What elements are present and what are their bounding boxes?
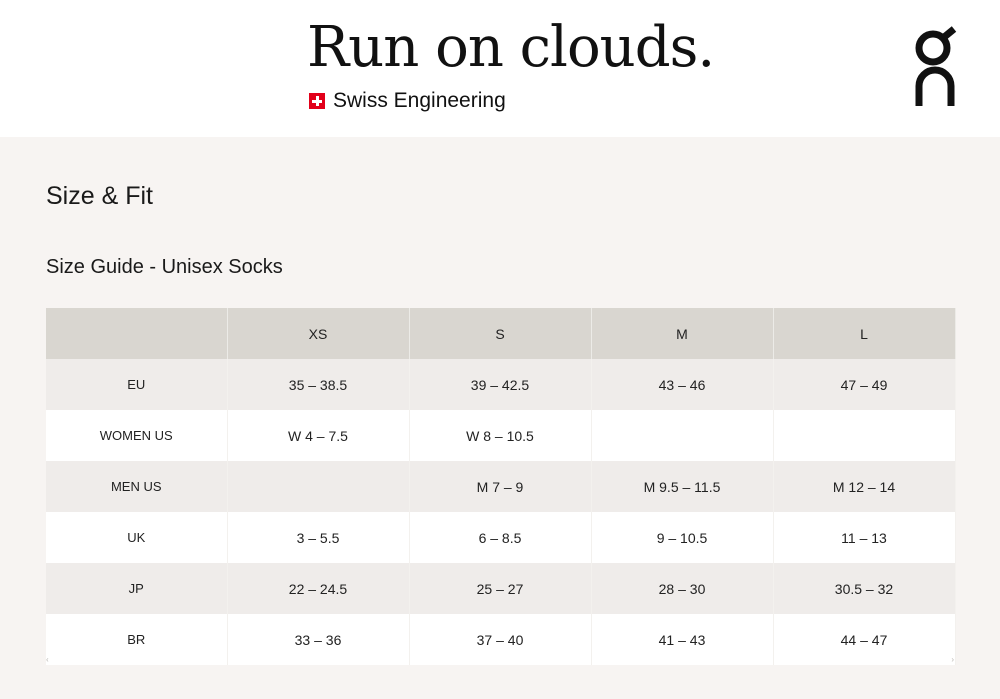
table-cell	[591, 410, 773, 461]
page-title: Size & Fit	[46, 182, 153, 210]
table-cell: 33 – 36	[227, 614, 409, 665]
size-guide-title: Size Guide - Unisex Socks	[46, 256, 283, 278]
table-cell: 43 – 46	[591, 359, 773, 410]
table-cell: W 8 – 10.5	[409, 410, 591, 461]
table-cell: 41 – 43	[591, 614, 773, 665]
horizontal-scrollbar[interactable]	[46, 655, 954, 665]
row-label: WOMEN US	[46, 410, 227, 461]
table-cell: 28 – 30	[591, 563, 773, 614]
table-cell	[227, 461, 409, 512]
table-cell: 25 – 27	[409, 563, 591, 614]
table-cell: 11 – 13	[773, 512, 955, 563]
row-label: EU	[46, 359, 227, 410]
table-row	[46, 512, 955, 563]
column-header: L	[773, 308, 955, 359]
column-header: S	[409, 308, 591, 359]
on-logo-icon[interactable]	[913, 26, 957, 110]
scroll-right-icon[interactable]: ›	[951, 655, 954, 664]
column-header: M	[591, 308, 773, 359]
site-header	[0, 0, 1000, 137]
scroll-left-icon[interactable]: ‹	[46, 655, 49, 664]
row-label: UK	[46, 512, 227, 563]
table-row	[46, 410, 955, 461]
table-cell: M 9.5 – 11.5	[591, 461, 773, 512]
table-cell: 47 – 49	[773, 359, 955, 410]
swiss-flag-icon	[309, 93, 325, 109]
table-cell: 30.5 – 32	[773, 563, 955, 614]
table-cell: W 4 – 7.5	[227, 410, 409, 461]
row-label: BR	[46, 614, 227, 665]
table-cell	[773, 410, 955, 461]
table-row	[46, 359, 955, 410]
table-cell: 37 – 40	[409, 614, 591, 665]
table-cell: 22 – 24.5	[227, 563, 409, 614]
column-header	[46, 308, 227, 359]
row-label: MEN US	[46, 461, 227, 512]
tagline: Run on clouds.	[307, 15, 715, 80]
table-cell: 9 – 10.5	[591, 512, 773, 563]
table-cell: 3 – 5.5	[227, 512, 409, 563]
table-cell: M 7 – 9	[409, 461, 591, 512]
table-cell: 35 – 38.5	[227, 359, 409, 410]
table-header-row	[46, 308, 955, 359]
table-cell: M 12 – 14	[773, 461, 955, 512]
row-label: JP	[46, 563, 227, 614]
table-row	[46, 563, 955, 614]
table-row	[46, 461, 955, 512]
swiss-engineering-label: Swiss Engineering	[333, 89, 506, 112]
size-table-container	[46, 308, 954, 665]
table-cell: 44 – 47	[773, 614, 955, 665]
swiss-engineering	[309, 89, 506, 113]
size-table	[46, 308, 956, 665]
column-header: XS	[227, 308, 409, 359]
table-cell: 6 – 8.5	[409, 512, 591, 563]
table-cell: 39 – 42.5	[409, 359, 591, 410]
